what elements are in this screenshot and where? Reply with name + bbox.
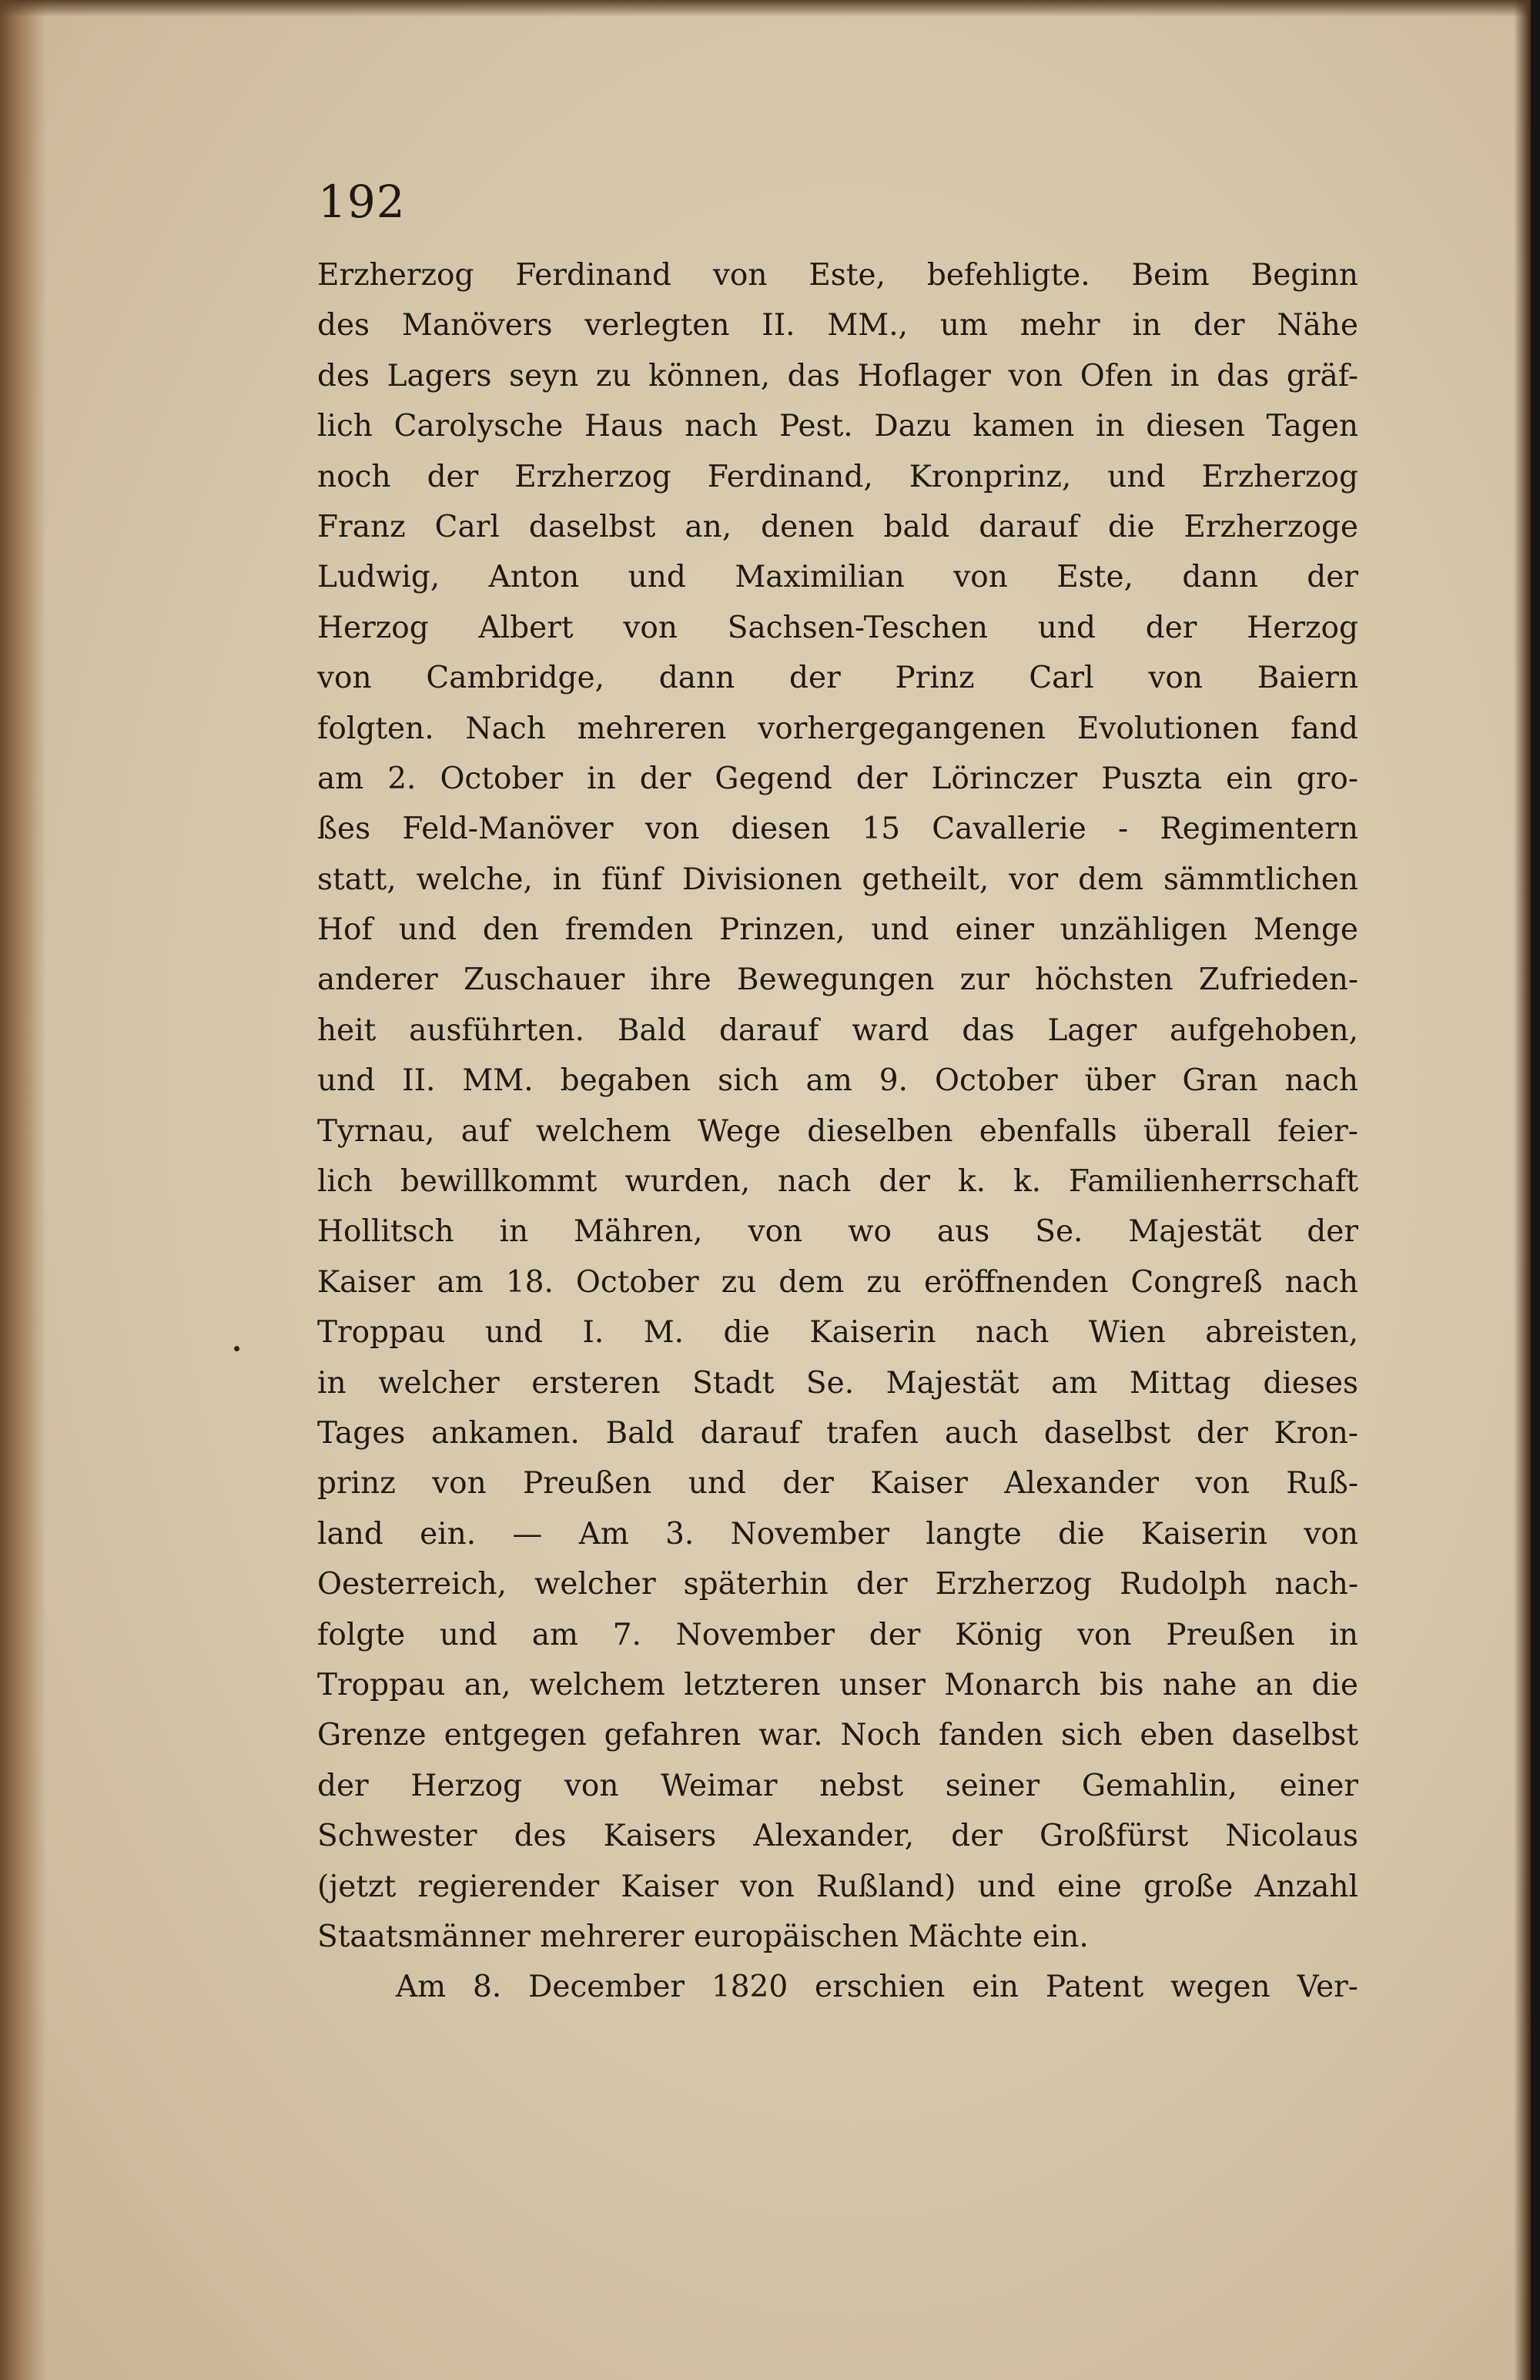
text-line: Ludwig, Anton und Maximilian von Este, dann der	[317, 560, 1358, 595]
text-line: des Manövers verlegten II. MM., um mehr in der Nähe	[317, 308, 1358, 343]
text-line: der Herzog von Weimar nebst seiner Gemahlin, einer	[317, 1768, 1358, 1803]
text-line: Erzherzog Ferdinand von Este, befehligte. Beim Beginn	[317, 258, 1358, 293]
text-line: des Lagers seyn zu können, das Hoflager von Ofen in das gräf-	[317, 358, 1358, 393]
text-line: Troppau und I. M. die Kaiserin nach Wien abreisten,	[317, 1315, 1358, 1351]
text-line: statt, welche, in fünf Divisionen getheilt, vor dem sämmtlichen	[317, 862, 1358, 897]
text-line: folgte und am 7. November der König von Preußen in	[317, 1617, 1358, 1652]
paragraph-last-line: Staatsmänner mehrerer europäischen Mächte ein.	[317, 1919, 1089, 1954]
text-line: in welcher ersteren Stadt Se. Majestät am Mittag dieses	[317, 1365, 1358, 1401]
text-line: von Cambridge, dann der Prinz Carl von Baiern	[317, 661, 1358, 696]
spine-shadow	[0, 0, 46, 2380]
text-line: lich bewillkommt wurden, nach der k. k. Familienherrschaft	[317, 1164, 1358, 1200]
paragraph-first-line: Am 8. December 1820 erschien ein Patent wegen Ver-	[396, 1970, 1358, 2005]
body-text	[317, 250, 1358, 2013]
text-line: prinz von Preußen und der Kaiser Alexander von Ruß-	[317, 1466, 1358, 1501]
text-line: am 2. October in der Gegend der Lörinczer Puszta ein gro-	[317, 761, 1358, 796]
text-line: Tages ankamen. Bald darauf trafen auch daselbst der Kron-	[317, 1415, 1358, 1451]
text-line: Hollitsch in Mähren, von wo aus Se. Majestät der	[317, 1214, 1358, 1250]
scan-border	[1531, 0, 1540, 2380]
text-line: Hof und den fremden Prinzen, und einer unzähligen Menge	[317, 912, 1358, 948]
text-line: land ein. — Am 3. November langte die Kaiserin von	[317, 1516, 1358, 1552]
text-line: Herzog Albert von Sachsen-Teschen und der Herzog	[317, 610, 1358, 645]
text-line: folgten. Nach mehreren vorhergegangenen Evolutionen fand	[317, 711, 1358, 746]
margin-mark	[234, 1346, 239, 1351]
page-number: 192	[318, 176, 406, 228]
text-line: (jetzt regierender Kaiser von Rußland) und eine große Anzahl	[317, 1869, 1358, 1904]
text-line: lich Carolysche Haus nach Pest. Dazu kamen in diesen Tagen	[317, 409, 1358, 444]
text-line: und II. MM. begaben sich am 9. October über Gran nach	[317, 1063, 1358, 1099]
text-line: Troppau an, welchem letzteren unser Monarch bis nahe an die	[317, 1667, 1358, 1702]
text-line: ßes Feld-Manöver von diesen 15 Cavallerie - Regimentern	[317, 812, 1358, 847]
text-line: Schwester des Kaisers Alexander, der Großfürst Nicolaus	[317, 1819, 1358, 1854]
text-line: Oesterreich, welcher späterhin der Erzherzog Rudolph nach-	[317, 1567, 1358, 1602]
text-line: Tyrnau, auf welchem Wege dieselben ebenfalls überall feier-	[317, 1113, 1358, 1149]
text-line: heit ausführten. Bald darauf ward das Lager aufgehoben,	[317, 1013, 1358, 1048]
top-edge-shadow	[0, 0, 1540, 17]
text-line: Grenze entgegen gefahren war. Noch fanden sich eben daselbst	[317, 1718, 1358, 1753]
text-line: anderer Zuschauer ihre Bewegungen zur höchsten Zufrieden-	[317, 962, 1358, 998]
text-line: noch der Erzherzog Ferdinand, Kronprinz, und Erzherzog	[317, 459, 1358, 494]
text-line: Franz Carl daselbst an, denen bald darauf die Erzherzoge	[317, 509, 1358, 544]
text-line: Kaiser am 18. October zu dem zu eröffnenden Congreß nach	[317, 1264, 1358, 1300]
